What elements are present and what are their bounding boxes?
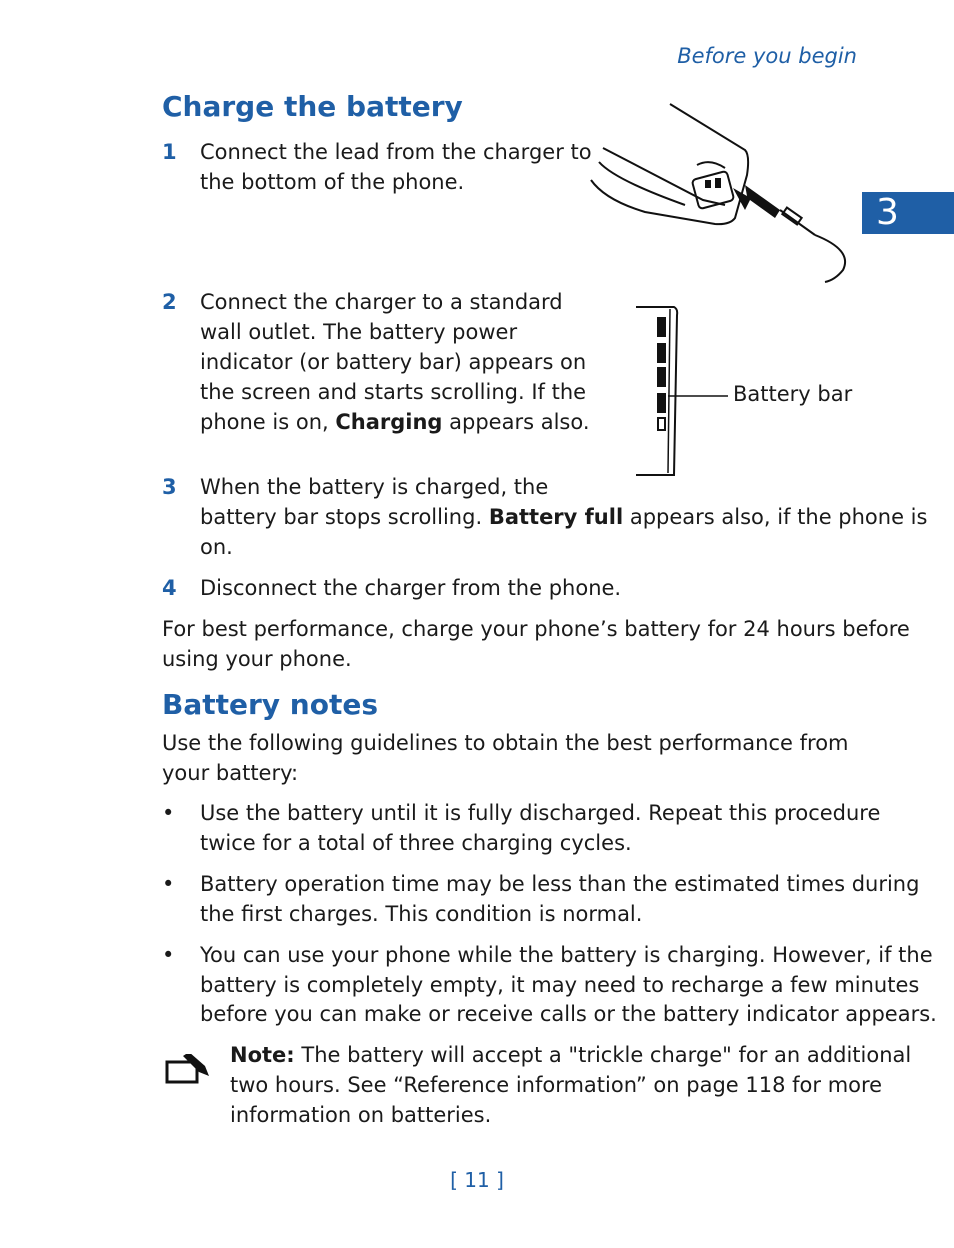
bullet-line: battery is completely empty, it may need to recharge a few minutes <box>200 973 920 997</box>
step-text: When the battery is charged, the <box>200 475 549 499</box>
step-4 <box>162 573 621 603</box>
bullet-line: You can use your phone while the battery is charging. However, if the <box>200 943 933 967</box>
bullet: • <box>162 872 175 896</box>
bullet: • <box>162 943 175 967</box>
note-line <box>230 1040 911 1070</box>
step-number: 4 <box>162 576 177 600</box>
step-2-line <box>200 407 590 437</box>
step-2 <box>162 287 563 317</box>
phone-charger-illustration <box>585 100 855 290</box>
note-icon <box>165 1054 213 1086</box>
step-1-cont: the bottom of the phone. <box>200 170 465 194</box>
step-3-line <box>200 502 927 532</box>
step-text: Connect the charger to a standard <box>200 290 563 314</box>
text: appears also. <box>442 410 590 434</box>
step-number: 3 <box>162 475 177 499</box>
battery-bar-label: Battery bar <box>733 382 853 406</box>
step-text: Connect the lead from the charger to <box>200 140 592 164</box>
page-number: [ 11 ] <box>450 1168 504 1192</box>
note-label: Note: <box>230 1043 295 1067</box>
step-3 <box>162 472 548 502</box>
paragraph-line: For best performance, charge your phone’s battery for 24 hours before <box>162 617 910 641</box>
text: The battery will accept a "trickle charge" for an additional <box>294 1043 912 1067</box>
step-2-line: indicator (or battery bar) appears on <box>200 350 587 374</box>
section-heading-notes: Battery notes <box>162 688 379 721</box>
step-3-line: on. <box>200 535 233 559</box>
step-number: 1 <box>162 140 177 164</box>
bullet-line: before you can make or receive calls or the battery indicator appears. <box>200 1002 937 1026</box>
running-header: Before you begin <box>677 44 857 68</box>
battery-full-term: Battery full <box>488 505 624 529</box>
bullet: • <box>162 801 175 825</box>
battery-bar-illustration <box>630 305 740 480</box>
charging-term: Charging <box>335 410 443 434</box>
intro-line: Use the following guidelines to obtain the best performance from <box>162 731 849 755</box>
chapter-tab: 3 <box>862 192 954 234</box>
bullet-line: Use the battery until it is fully discharged. Repeat this procedure <box>200 801 881 825</box>
bullet-line: Battery operation time may be less than the estimated times during <box>200 872 920 896</box>
step-number: 2 <box>162 290 177 314</box>
paragraph-line: using your phone. <box>162 647 352 671</box>
step-1 <box>162 137 592 167</box>
text: battery bar stops scrolling. <box>200 505 489 529</box>
section-heading-charge: Charge the battery <box>162 90 463 123</box>
step-2-line: wall outlet. The battery power <box>200 320 518 344</box>
step-text: Disconnect the charger from the phone. <box>200 576 622 600</box>
bullet-line: twice for a total of three charging cycles. <box>200 831 632 855</box>
note-line: two hours. See “Reference information” on page 118 for more <box>230 1073 883 1097</box>
step-2-line: the screen and starts scrolling. If the <box>200 380 587 404</box>
text: appears also, if the phone is <box>623 505 928 529</box>
bullet-line: the first charges. This condition is normal. <box>200 902 643 926</box>
intro-line: your battery: <box>162 761 299 785</box>
text: phone is on, <box>200 410 336 434</box>
note-line: information on batteries. <box>230 1103 492 1127</box>
